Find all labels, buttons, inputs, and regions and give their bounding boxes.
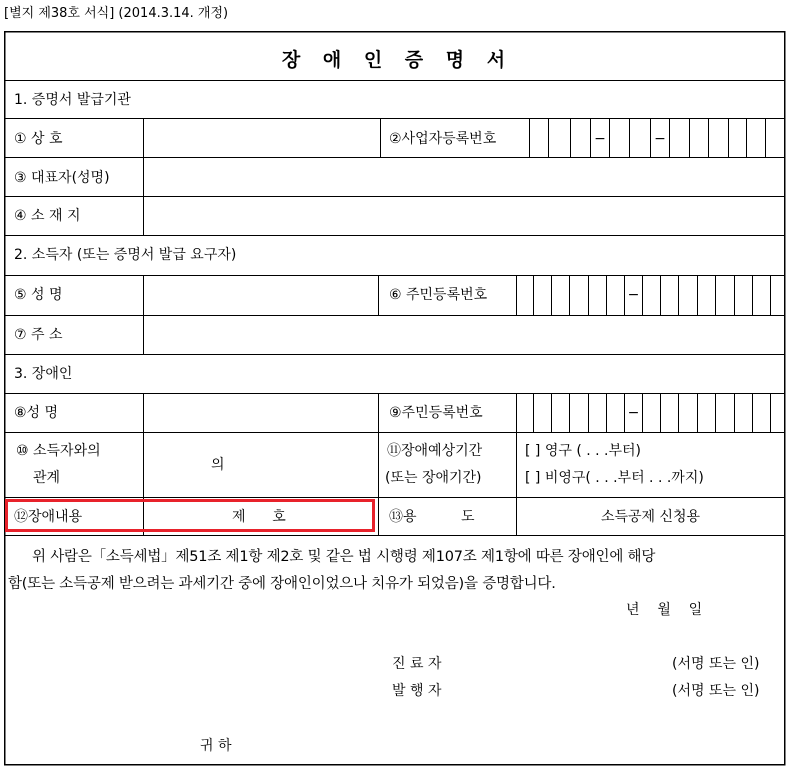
section-1-heading: 1. 증명서 발급기관 <box>14 92 131 108</box>
disabled-rrn-label: ⑨주민등록번호 <box>389 405 483 421</box>
business-address-field[interactable] <box>146 199 781 232</box>
issuer-label: 발 행 자 <box>392 683 442 699</box>
taxpayer-address-label: ⑦ 주 소 <box>14 327 63 343</box>
period-temporary-option[interactable]: [ ] 비영구( . . .부터 . . .까지) <box>525 470 704 486</box>
form-title: 장 애 인 증 명 서 <box>281 49 514 71</box>
business-reg-number-label: ②사업자등록번호 <box>389 131 497 147</box>
period-permanent-option[interactable]: [ ] 영구 ( . . .부터) <box>525 443 641 459</box>
taxpayer-rrn-label: ⑥ 주민등록번호 <box>389 287 488 303</box>
taxpayer-address-field[interactable] <box>146 318 781 351</box>
issuer-signature[interactable]: (서명 또는 인) <box>672 683 760 699</box>
disabled-rrn-dash: − <box>627 405 640 421</box>
business-name-field[interactable] <box>146 121 376 154</box>
disability-period-label-line2: (또는 장애기간) <box>385 470 482 486</box>
relation-value: 의 <box>211 457 225 473</box>
disabled-name-field[interactable] <box>146 396 375 429</box>
disabled-name-label: ⑧성 명 <box>14 405 59 421</box>
relation-label-line2: 관계 <box>33 470 61 486</box>
statement-line-2: 함(또는 소득공제 받으려는 과세기간 중에 장애인이었으나 치유가 되었음)을 증명합니다. <box>8 576 556 592</box>
taxpayer-name-field[interactable] <box>146 278 375 312</box>
purpose-label: ⑬용 도 <box>389 509 475 525</box>
statement-line-1: 위 사람은「소득세법」제51조 제1항 제2호 및 같은 법 시행령 제107조 제1항에 따른 장애인에 해당 <box>32 549 656 565</box>
disability-content-label: ⑫장애내용 <box>14 509 83 525</box>
doctor-signature[interactable]: (서명 또는 인) <box>672 656 760 672</box>
business-reg-dash-2: − <box>654 131 666 147</box>
issue-date: 년 월 일 <box>626 602 703 618</box>
doctor-label: 진 료 자 <box>392 656 442 672</box>
representative-label: ③ 대표자(성명) <box>14 170 110 186</box>
recipient-label: 귀 하 <box>200 738 232 754</box>
form-reference-note: [별지 제38호 서식] (2014.3.14. 개정) <box>4 6 229 21</box>
purpose-value: 소득공제 신청용 <box>600 509 701 525</box>
disability-content-highlight <box>5 499 375 532</box>
disability-content-value[interactable]: 제 호 <box>232 509 286 525</box>
business-reg-dash-1: − <box>594 131 606 147</box>
section-3-heading: 3. 장애인 <box>14 366 73 382</box>
representative-field[interactable] <box>146 160 781 193</box>
taxpayer-name-label: ⑤ 성 명 <box>14 287 63 303</box>
relation-label: ⑩ 소득자와의 <box>16 443 101 459</box>
section-2-heading: 2. 소득자 (또는 증명서 발급 요구자) <box>14 247 237 263</box>
address-label-1: ④ 소 재 지 <box>14 208 81 224</box>
taxpayer-rrn-dash: − <box>627 287 640 303</box>
disability-period-label: ⑪장애예상기간 <box>387 443 483 459</box>
business-name-label: ① 상 호 <box>14 131 63 147</box>
